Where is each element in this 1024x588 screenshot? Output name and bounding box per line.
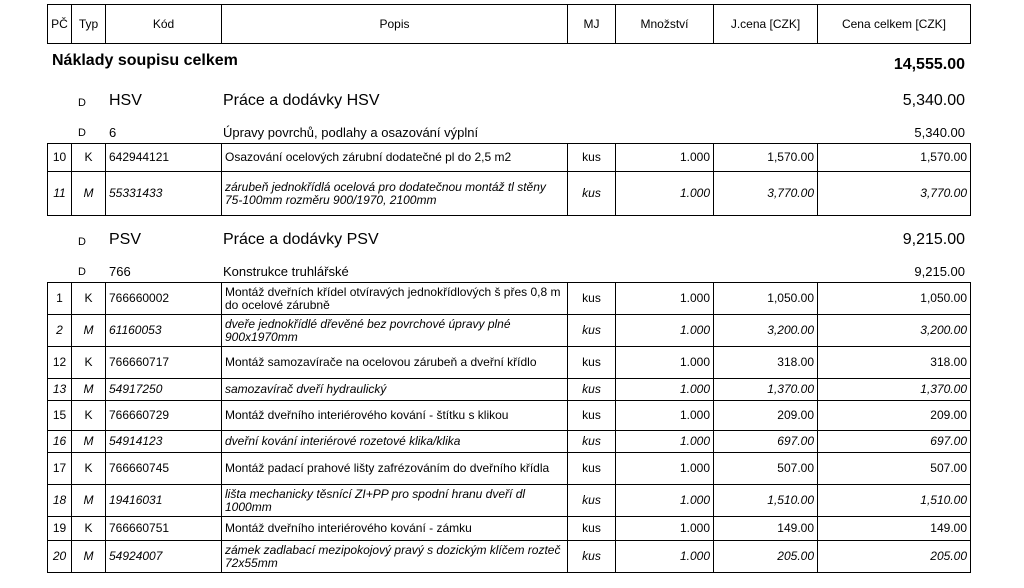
row-jcena: 697.00 <box>714 431 818 453</box>
row-typ: M <box>72 485 106 517</box>
row-cena: 3,770.00 <box>818 172 971 216</box>
table-row <box>48 283 971 315</box>
section-name: Práce a dodávky HSV <box>223 92 380 109</box>
row-kod: 766660002 <box>106 283 222 315</box>
summary-label: Náklady soupisu celkem <box>52 52 238 69</box>
header-mj: MJ <box>568 5 616 44</box>
row-mj: kus <box>568 431 616 453</box>
row-typ: K <box>72 401 106 431</box>
row-kod: 54914123 <box>106 431 222 453</box>
row-mj: kus <box>568 283 616 315</box>
row-cena: 149.00 <box>818 517 971 541</box>
section-psv <box>0 231 1024 251</box>
header-popis: Popis <box>222 5 568 44</box>
row-kod: 54917250 <box>106 379 222 401</box>
row-jcena: 3,770.00 <box>714 172 818 216</box>
header-mnozstvi: Množství <box>616 5 714 44</box>
row-typ: K <box>72 144 106 172</box>
row-cena: 1,510.00 <box>818 485 971 517</box>
table-row <box>48 379 971 401</box>
row-jcena: 1,050.00 <box>714 283 818 315</box>
header-pc: PČ <box>48 5 72 44</box>
row-kod: 766660729 <box>106 401 222 431</box>
header-typ: Typ <box>72 5 106 44</box>
row-mj: kus <box>568 517 616 541</box>
section-name: Práce a dodávky PSV <box>223 231 379 248</box>
row-popis: samozavírač dveří hydraulický <box>222 379 568 401</box>
section-code: PSV <box>109 231 142 248</box>
row-kod: 642944121 <box>106 144 222 172</box>
subsection-name: Konstrukce truhlářské <box>223 264 349 279</box>
items-table-hsv <box>47 143 971 216</box>
row-typ: M <box>72 541 106 573</box>
row-mnozstvi: 1.000 <box>616 453 714 485</box>
table-row <box>48 315 971 347</box>
row-typ: M <box>72 315 106 347</box>
section-code: HSV <box>109 92 142 109</box>
row-popis: Montáž padací prahové lišty zafrézováním do dveřního křídla <box>222 453 568 485</box>
row-typ: K <box>72 453 106 485</box>
row-cena: 209.00 <box>818 401 971 431</box>
row-mnozstvi: 1.000 <box>616 401 714 431</box>
subsection-value: 5,340.00 <box>914 125 965 140</box>
row-popis: Montáž samozavírače na ocelovou zárubeň a dveřní křídlo <box>222 347 568 379</box>
row-mj: kus <box>568 144 616 172</box>
row-popis: zámek zadlabací mezipokojový pravý s dozickým klíčem rozteč 72x55mm <box>222 541 568 573</box>
section-value: 9,215.00 <box>902 231 965 248</box>
row-mnozstvi: 1.000 <box>616 379 714 401</box>
items-table-psv <box>47 282 971 573</box>
header-jcena: J.cena [CZK] <box>714 5 818 44</box>
row-jcena: 149.00 <box>714 517 818 541</box>
row-cena: 318.00 <box>818 347 971 379</box>
row-pc: 1 <box>48 283 72 315</box>
row-cena: 507.00 <box>818 453 971 485</box>
row-typ: M <box>72 431 106 453</box>
row-pc: 19 <box>48 517 72 541</box>
row-popis: dveře jednokřídlé dřevěné bez povrchové úpravy plné 900x1970mm <box>222 315 568 347</box>
row-kod: 55331433 <box>106 172 222 216</box>
row-cena: 1,370.00 <box>818 379 971 401</box>
row-mj: kus <box>568 172 616 216</box>
row-popis: Osazování ocelových zárubní dodatečné pl do 2,5 m2 <box>222 144 568 172</box>
row-mnozstvi: 1.000 <box>616 315 714 347</box>
row-pc: 15 <box>48 401 72 431</box>
row-jcena: 1,510.00 <box>714 485 818 517</box>
subsection-type-marker: D <box>78 127 86 139</box>
row-pc: 17 <box>48 453 72 485</box>
row-jcena: 205.00 <box>714 541 818 573</box>
row-popis: zárubeň jednokřídlá ocelová pro dodatečnou montáž tl stěny 75-100mm rozměru 900/1970, 2100mm <box>222 172 568 216</box>
column-header-table <box>47 4 971 44</box>
table-row <box>48 401 971 431</box>
row-jcena: 209.00 <box>714 401 818 431</box>
subsection-type-marker: D <box>78 266 86 278</box>
row-pc: 13 <box>48 379 72 401</box>
row-kod: 766660751 <box>106 517 222 541</box>
row-mnozstvi: 1.000 <box>616 517 714 541</box>
table-row <box>48 172 971 216</box>
row-popis: Montáž dveřního interiérového kování - štítku s klikou <box>222 401 568 431</box>
row-typ: M <box>72 379 106 401</box>
row-mj: kus <box>568 347 616 379</box>
subsection-value: 9,215.00 <box>914 264 965 279</box>
row-mj: kus <box>568 315 616 347</box>
subsection-name: Úpravy povrchů, podlahy a osazování výplní <box>223 125 479 140</box>
header-kod: Kód <box>106 5 222 44</box>
row-kod: 54924007 <box>106 541 222 573</box>
row-typ: M <box>72 172 106 216</box>
subsection-code: 6 <box>109 125 117 140</box>
row-kod: 19416031 <box>106 485 222 517</box>
row-cena: 205.00 <box>818 541 971 573</box>
row-mnozstvi: 1.000 <box>616 541 714 573</box>
row-popis: Montáž dveřního interiérového kování - zámku <box>222 517 568 541</box>
row-pc: 2 <box>48 315 72 347</box>
row-jcena: 1,370.00 <box>714 379 818 401</box>
row-typ: K <box>72 517 106 541</box>
row-kod: 766660745 <box>106 453 222 485</box>
row-pc: 11 <box>48 172 72 216</box>
row-mnozstvi: 1.000 <box>616 485 714 517</box>
table-row <box>48 144 971 172</box>
row-mj: kus <box>568 401 616 431</box>
row-pc: 20 <box>48 541 72 573</box>
row-jcena: 318.00 <box>714 347 818 379</box>
row-mnozstvi: 1.000 <box>616 347 714 379</box>
table-row <box>48 453 971 485</box>
row-mj: kus <box>568 379 616 401</box>
row-cena: 1,050.00 <box>818 283 971 315</box>
section-hsv <box>0 92 1024 112</box>
row-mnozstvi: 1.000 <box>616 431 714 453</box>
section-type-marker: D <box>78 236 86 248</box>
row-jcena: 1,570.00 <box>714 144 818 172</box>
row-mnozstvi: 1.000 <box>616 283 714 315</box>
row-pc: 10 <box>48 144 72 172</box>
row-cena: 3,200.00 <box>818 315 971 347</box>
row-mj: kus <box>568 453 616 485</box>
subsection-code: 766 <box>109 264 131 279</box>
row-typ: K <box>72 347 106 379</box>
row-jcena: 3,200.00 <box>714 315 818 347</box>
table-row <box>48 431 971 453</box>
row-kod: 766660717 <box>106 347 222 379</box>
row-typ: K <box>72 283 106 315</box>
summary-value: 14,555.00 <box>893 56 965 73</box>
table-row <box>48 485 971 517</box>
row-mnozstvi: 1.000 <box>616 172 714 216</box>
row-mnozstvi: 1.000 <box>616 144 714 172</box>
header-cena-celkem: Cena celkem [CZK] <box>818 5 971 44</box>
row-kod: 61160053 <box>106 315 222 347</box>
row-pc: 16 <box>48 431 72 453</box>
row-cena: 1,570.00 <box>818 144 971 172</box>
row-jcena: 507.00 <box>714 453 818 485</box>
row-cena: 697.00 <box>818 431 971 453</box>
row-popis: dveřní kování interiérové rozetové klika/klika <box>222 431 568 453</box>
row-popis: lišta mechanicky těsnící ZI+PP pro spodní hranu dveří dl 1000mm <box>222 485 568 517</box>
row-pc: 18 <box>48 485 72 517</box>
row-mj: kus <box>568 541 616 573</box>
table-row <box>48 541 971 573</box>
row-mj: kus <box>568 485 616 517</box>
subsection-6 <box>0 125 1024 141</box>
row-popis: Montáž dveřních křídel otvíravých jednokřídlových š přes 0,8 m do ocelové zárubně <box>222 283 568 315</box>
subsection-766 <box>0 264 1024 280</box>
section-type-marker: D <box>78 97 86 109</box>
section-value: 5,340.00 <box>902 92 965 109</box>
table-row <box>48 517 971 541</box>
row-pc: 12 <box>48 347 72 379</box>
table-row <box>48 347 971 379</box>
